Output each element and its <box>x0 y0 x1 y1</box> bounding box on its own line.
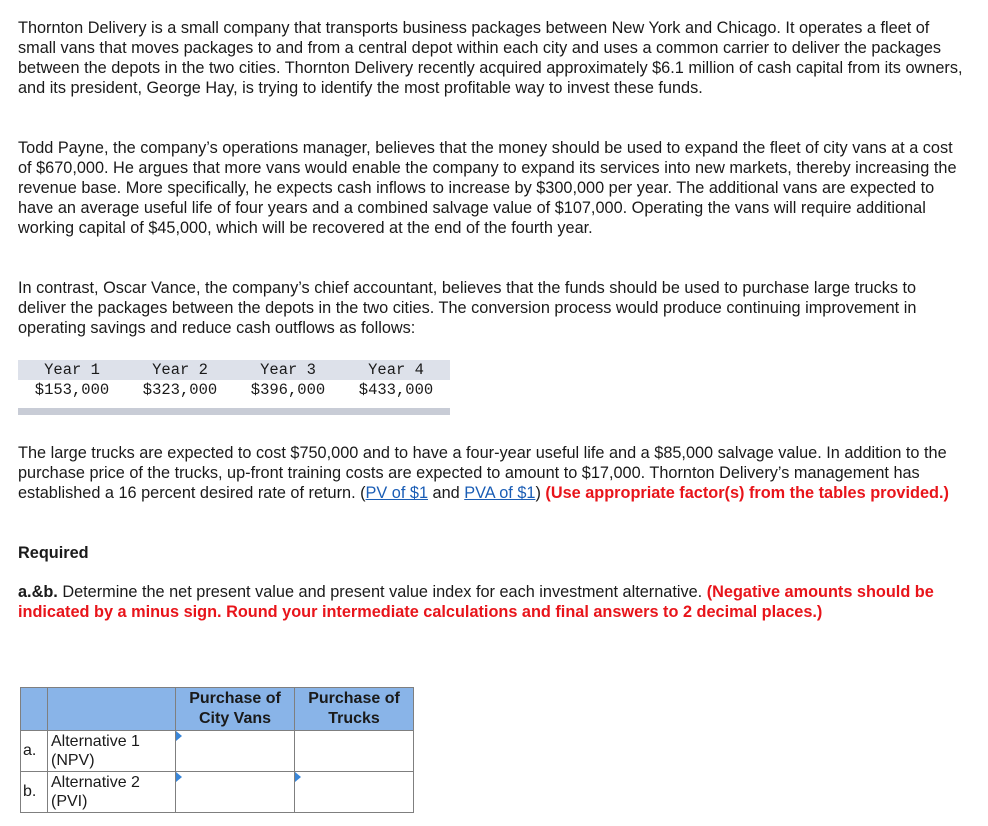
npv-trucks-input[interactable] <box>295 742 413 759</box>
cf-header-year2: Year 2 <box>126 360 234 380</box>
question-paragraph <box>18 582 938 622</box>
npv-city-vans-cell[interactable] <box>176 731 295 772</box>
cf-value-year3: $396,000 <box>250 381 326 399</box>
cf-value-year4: $433,000 <box>358 381 434 399</box>
row-label-pvi: Alternative 2 (PVI) <box>48 772 176 813</box>
pvi-city-vans-cell[interactable] <box>176 772 295 813</box>
npv-trucks-cell[interactable] <box>295 731 414 772</box>
cash-flow-table <box>18 360 450 400</box>
use-factors-instruction: (Use appropriate factor(s) from the tables provided.) <box>545 484 949 502</box>
trucks-cost-paragraph <box>18 443 968 503</box>
answer-row-npv <box>21 731 414 772</box>
question-label: a.&b. <box>18 583 58 601</box>
row-letter-b: b. <box>21 772 48 813</box>
pvi-trucks-cell[interactable] <box>295 772 414 813</box>
question-text: Determine the net present value and present value index for each investment alternative. <box>57 583 707 601</box>
cf-header-year4: Year 4 <box>342 360 450 380</box>
answer-table <box>20 687 414 813</box>
trucks-cost-text: The large trucks are expected to cost $750,000 and to have a four-year useful life and a $85,000 salvage value. In addition to the purchase price of the trucks, up-front training costs are expected to amount to $17,000. Thornton Delivery’s management has established a 16 percent desired rate of return. ( <box>18 444 947 502</box>
trucks-paragraph: In contrast, Oscar Vance, the company’s chief accountant, believes that the funds should be used to purchase large trucks to deliver the packages between the depots in the two cities. The conversion process would produce continuing improvement in operating savings and reduce cash outflows as follows: <box>18 279 917 337</box>
cash-flow-table-footer-bar <box>18 408 450 415</box>
cash-flow-value-row <box>18 380 450 400</box>
answer-flag-icon <box>295 772 301 782</box>
answer-flag-icon <box>176 731 182 741</box>
header-city-vans: Purchase of City Vans <box>176 688 295 731</box>
intro-paragraph: Thornton Delivery is a small company that transports business packages between New York and Chicago. It operates a fleet of small vans that moves packages to and from a central depot within each city and uses a common carrier to deliver the packages between the depots in the two cities. Thornton Delivery recently acquired approximately $6.1 million of cash capital from its owners, and its president, George Hay, is trying to identify the most profitable way to invest these funds. <box>18 19 963 97</box>
pv-of-1-link[interactable]: PV of $1 <box>365 484 429 502</box>
required-heading: Required <box>18 544 89 562</box>
answer-header-row <box>21 688 414 731</box>
cf-value-year2: $323,000 <box>142 381 218 399</box>
header-blank-letter <box>21 688 48 731</box>
header-trucks: Purchase of Trucks <box>295 688 414 731</box>
pva-of-1-link[interactable]: PVA of $1 <box>464 484 536 502</box>
close-paren-text: ) <box>535 484 546 502</box>
cf-value-year1: $153,000 <box>34 381 110 399</box>
vans-paragraph: Todd Payne, the company’s operations manager, believes that the money should be used to expand the fleet of city vans at a cost of $670,000. He argues that more vans would enable the company to expand its services into new markets, thereby increasing the revenue base. More specifically, he expects cash inflows to increase by $300,000 per year. The additional vans are expected to have an average useful life of four years and a combined salvage value of $107,000. Operating the vans will require additional working capital of $45,000, which will be recovered at the end of the fourth year. <box>18 139 957 237</box>
cash-flow-header-row <box>18 360 450 380</box>
row-letter-a: a. <box>21 731 48 772</box>
header-blank-label <box>48 688 176 731</box>
npv-city-vans-input[interactable] <box>176 742 294 759</box>
answer-flag-icon <box>176 772 182 782</box>
pvi-trucks-input[interactable] <box>295 783 413 800</box>
cf-header-year1: Year 1 <box>18 360 126 380</box>
row-label-npv: Alternative 1 (NPV) <box>48 731 176 772</box>
and-text: and <box>428 484 465 502</box>
pvi-city-vans-input[interactable] <box>176 783 294 800</box>
answer-row-pvi <box>21 772 414 813</box>
rounding-instruction: (Negative amounts should be indicated by a minus sign. Round your intermediate calculations and final answers to 2 decimal places.) <box>18 583 934 621</box>
cf-header-year3: Year 3 <box>234 360 342 380</box>
